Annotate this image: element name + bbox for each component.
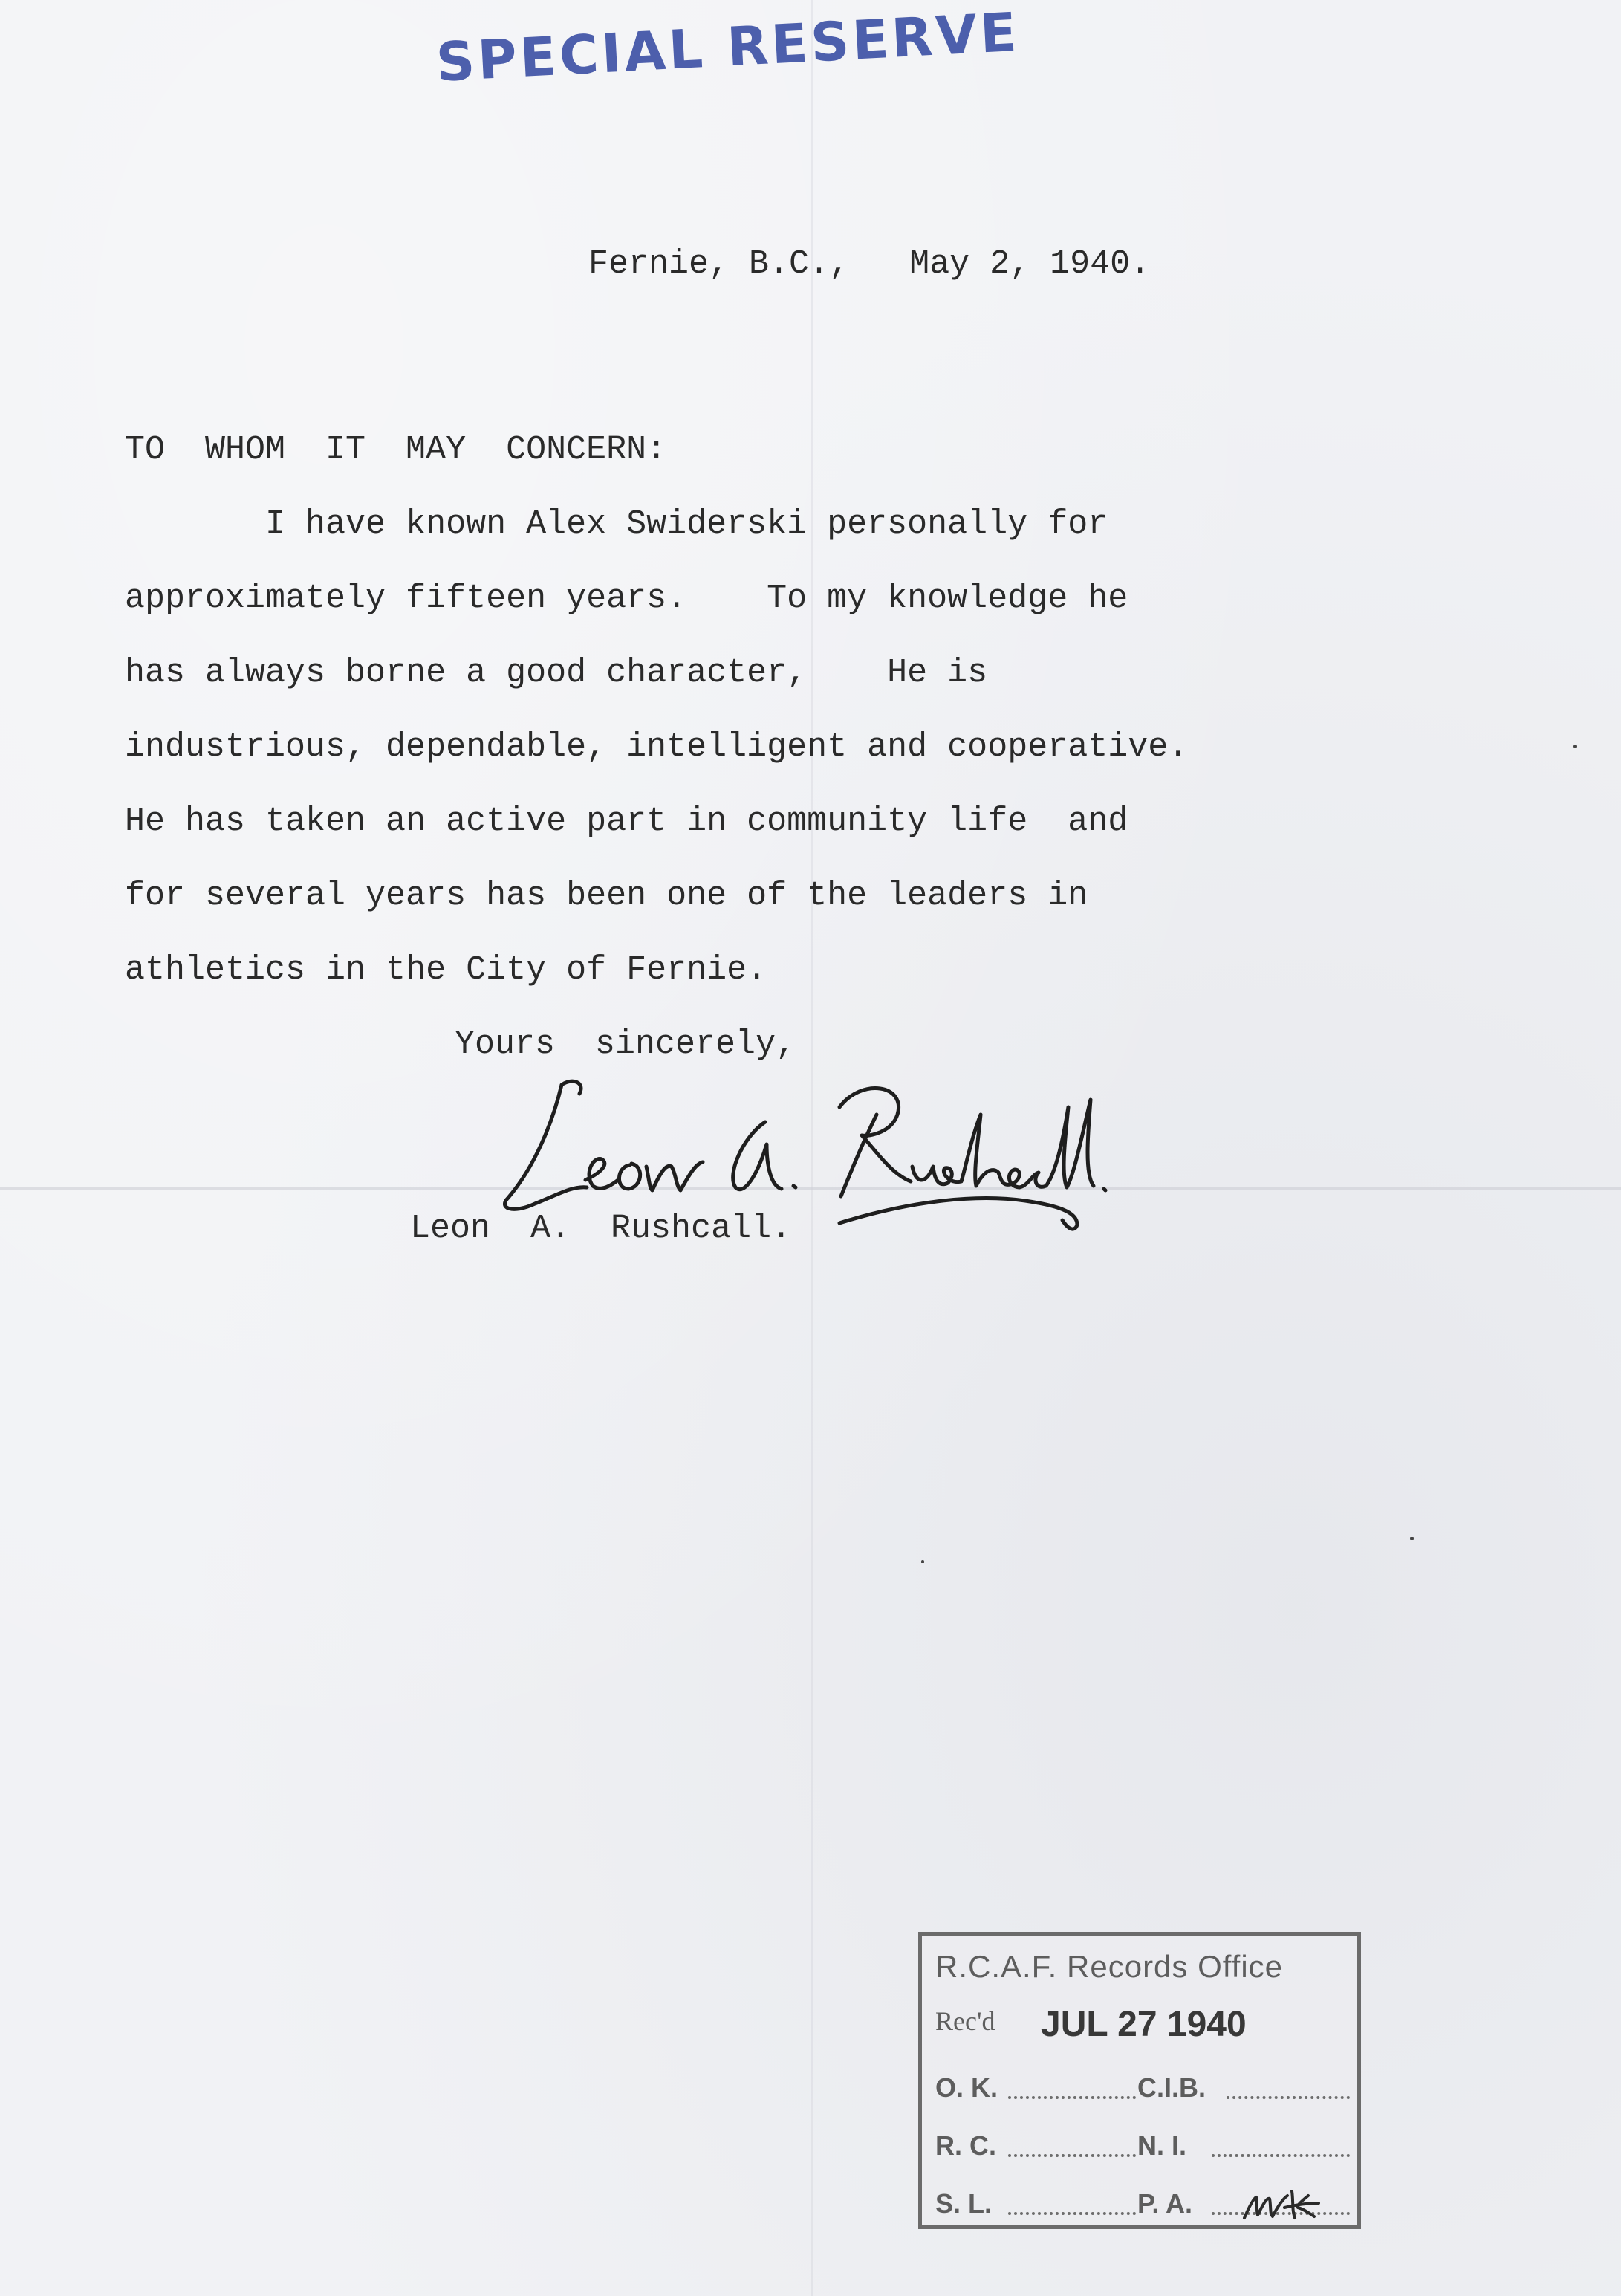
special-reserve-stamp: SPECIAL RESERVE [435, 0, 1021, 94]
stamp-dotted-line [1008, 2096, 1136, 2099]
stamp-row-left-label: S. L. [935, 2188, 993, 2219]
stamp-row-left-label: R. C. [935, 2130, 997, 2161]
letter-dateline: Fernie, B.C., May 2, 1940. [588, 245, 1151, 283]
stamp-row-right-label: P. A. [1137, 2188, 1193, 2219]
rcaf-received-stamp [918, 1932, 1361, 2229]
stamp-row-right-label: C.I.B. [1137, 2072, 1206, 2103]
paper-speck [1410, 1537, 1414, 1540]
stamp-row-left-label: O. K. [935, 2072, 998, 2103]
body-line: industrious, dependable, intelligent and cooperative. [125, 728, 1189, 766]
stamp-dotted-line [1212, 2154, 1350, 2157]
body-line: has always borne a good character, He is [125, 654, 988, 692]
body-line: athletics in the City of Fernie. [125, 951, 767, 989]
paper-speck [1573, 745, 1577, 748]
body-line: for several years has been one of the leaders in [125, 877, 1088, 915]
body-line: approximately fifteen years. To my knowledge he [125, 580, 1128, 617]
body-line: He has taken an active part in community life and [125, 802, 1128, 840]
stamp-received-date: JUL 27 1940 [1041, 2005, 1247, 2044]
stamp-dotted-line [1227, 2096, 1350, 2099]
letter-salutation: TO WHOM IT MAY CONCERN: [125, 431, 667, 469]
paper-speck [921, 1560, 924, 1563]
letter-signed-name: Leon A. Rushcall. [410, 1210, 792, 1248]
letter-closing: Yours sincerely, [455, 1025, 796, 1063]
stamp-recd-label: Rec'd [935, 2006, 995, 2036]
stamp-dotted-line [1008, 2154, 1136, 2157]
body-line: I have known Alex Swiderski personally for [125, 505, 1108, 543]
stamp-dotted-line [1008, 2212, 1136, 2215]
handwritten-initials [1240, 2181, 1322, 2225]
stamp-title: R.C.A.F. Records Office [935, 1949, 1284, 1984]
stamp-row-right-label: N. I. [1137, 2130, 1187, 2161]
